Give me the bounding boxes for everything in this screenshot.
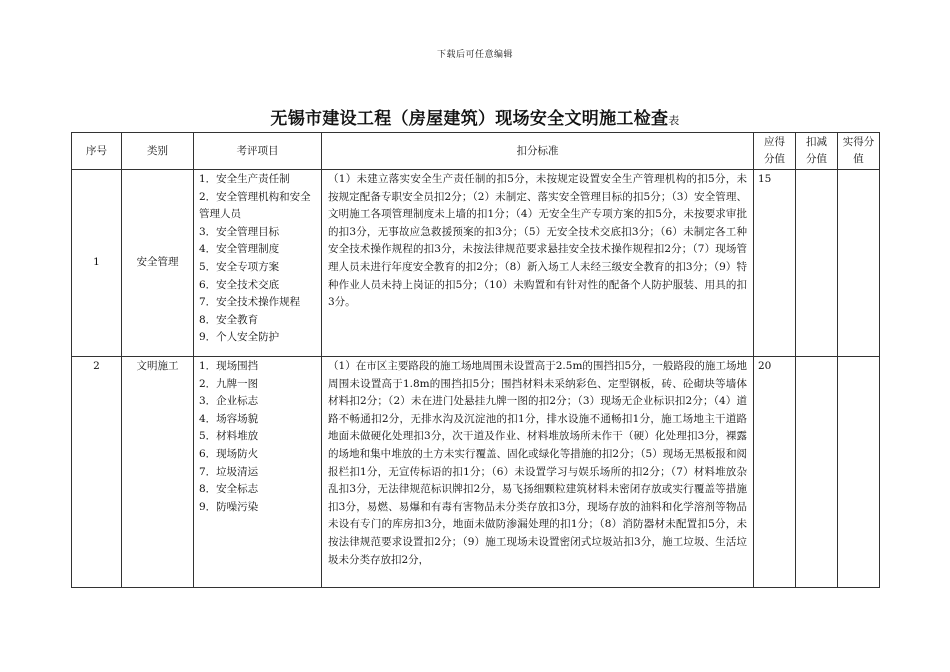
score-due-value: 15 — [758, 173, 772, 185]
row-seq — [72, 357, 122, 588]
item: 4．场容场貌 — [199, 412, 259, 425]
item: 9．个人安全防护 — [199, 331, 280, 344]
row-items — [194, 357, 322, 588]
row-deduct[interactable] — [796, 357, 838, 588]
header-actual-line2: 值 — [853, 153, 864, 165]
item: 1．现场围挡 — [199, 360, 259, 372]
header-items: 考评项目 — [194, 133, 322, 170]
title-main: 无锡市建设工程（房屋建筑）现场安全文明施工检查 — [270, 109, 669, 129]
item: 7．安全技术操作规程 — [199, 296, 301, 309]
score-due-value: 20 — [758, 360, 772, 372]
item: 5．材料堆放 — [199, 430, 259, 443]
item: 2．九牌一图 — [199, 377, 259, 390]
criteria-text: （1）在市区主要路段的施工场地周围未设置高于2.5m的围挡扣5分，一般路段的施工场地周围未设置高于1.8m的围挡扣5分；围挡材料未采纳彩色、定型钢板，砖、砼砌块等墙体材料扣2分；（2）未在进门处悬挂九牌一图的扣2分；（3）现场无企业标识扣2分；（4）道路不畅通扣2分，无排水沟及沉淀池的扣1分，排水设施不通畅扣1分，施工场地主干道路地面未做硬化处理扣3分，次干道及作业、材料堆放场所未作干（硬）化处理扣3分，裸露的场地和集中堆放的土方未实行覆盖、固化或绿化等措施的扣2分；（5）现场无黑板报和阅报栏扣1分，无宣传标语的扣1分；（6）未设置学习与娱乐场所的扣2分；（7）材料堆放杂乱扣3分，无法律规范标识牌扣2分，易飞扬细颗粒建筑材料未密闭存放或实行覆盖等措施扣3分，易燃、易爆和有毒有害物品未分类存放扣3分，现场存放的油料和化学溶剂等物品未设有专门的库房扣3分，地面未做防渗漏处理的扣1分；（8）消防器材未配置扣5分，未按法律规范要求设置扣2分；（9）施工现场未设置密闭式垃圾站扣3分，施工垃圾、生活垃圾未分类存放扣2分， — [328, 360, 747, 566]
item: 6．安全技术交底 — [199, 278, 280, 291]
table-header-row — [72, 133, 880, 170]
row-category — [122, 357, 194, 588]
inspection-table — [71, 132, 880, 588]
header-deduct-line1: 扣减 — [806, 136, 827, 148]
header-score-due — [754, 133, 796, 170]
header-actual-line1: 实得分 — [842, 136, 875, 148]
header-criteria: 扣分标准 — [322, 133, 754, 170]
header-actual — [838, 133, 880, 170]
item: 9．防噪污染 — [199, 500, 259, 513]
header-deduct — [796, 133, 838, 170]
criteria-text: （1）未建立落实安全生产责任制的扣5分，未按规定设置安全生产管理机构的扣5分，未按规定配备专职安全员扣2分；（2）未制定、落实安全管理目标的扣5分；（3）安全管理、文明施工各项管理制度未上墙的扣1分；（4）无安全生产专项方案的扣5分，未按要求审批的扣3分，无事故应急救援预案的扣3分；（5）无安全技术交底扣3分；（6）未制定各工种安全技术操作规程的扣3分，未按法律规范要求悬挂安全技术操作规程扣2分；（7）现场管理人员未进行年度安全教育的扣2分；（8）新入场工人未经三级安全教育的扣3分；（9）特种作业人员未持上岗证的扣5分；（10）未购置和有针对性的配备个人防护服装、用具的扣3分。 — [328, 173, 747, 309]
row-category: 安全管理 — [122, 170, 194, 357]
item: 7．垃圾清运 — [199, 465, 259, 478]
item: 3．企业标志 — [199, 395, 259, 408]
row-items — [194, 170, 322, 357]
item: 3．安全管理目标 — [199, 225, 280, 238]
row-actual[interactable] — [838, 170, 880, 357]
header-category: 类别 — [122, 133, 194, 170]
header-deduct-line2: 分值 — [806, 153, 827, 165]
row-criteria — [322, 357, 754, 588]
row-seq: 1 — [72, 170, 122, 357]
table-row — [72, 357, 880, 588]
header-seq: 序号 — [72, 133, 122, 170]
item: 5．安全专项方案 — [199, 260, 280, 273]
row-seq-value: 2 — [93, 360, 100, 372]
row-actual[interactable] — [838, 357, 880, 588]
row-criteria — [322, 170, 754, 357]
item: 4．安全管理制度 — [199, 243, 280, 256]
item: 8．安全标志 — [199, 483, 259, 496]
header-score-due-line1: 应得 — [764, 136, 785, 148]
row-deduct[interactable] — [796, 170, 838, 357]
title-suffix: 表 — [668, 114, 680, 127]
item: 8．安全教育 — [199, 313, 259, 326]
header-score-due-line2: 分值 — [764, 153, 785, 165]
item: 2．安全管理机构和安全管理人员 — [199, 190, 311, 221]
row-score-due — [754, 357, 796, 588]
table-row — [72, 170, 880, 357]
row-score-due — [754, 170, 796, 357]
item: 1．安全生产责任制 — [199, 173, 290, 185]
document-title — [0, 104, 950, 129]
row-category-value: 文明施工 — [136, 360, 179, 372]
header-note: 下载后可任意编辑 — [436, 50, 513, 60]
item: 6．现场防火 — [199, 447, 259, 460]
